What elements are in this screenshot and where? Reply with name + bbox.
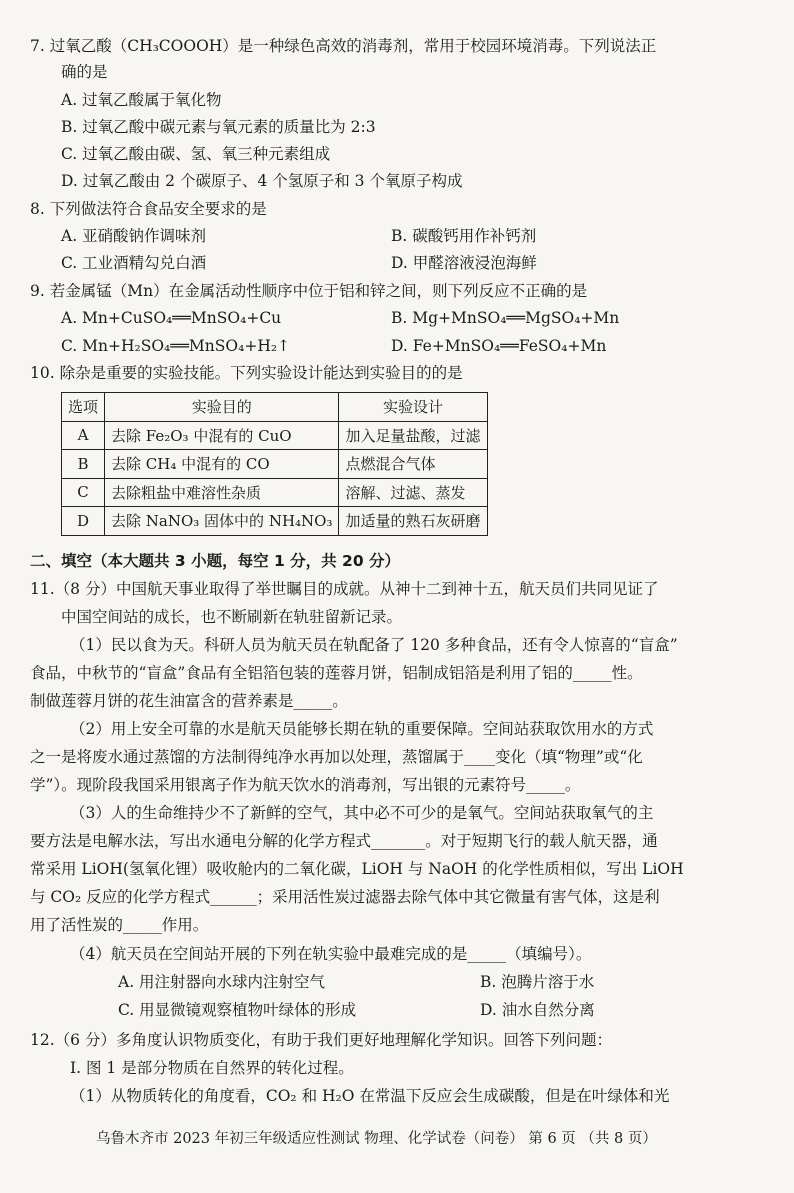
q9-option-b: B. Mg+MnSO₄══MgSO₄+Mn xyxy=(391,309,620,327)
q8-option-b: B. 碳酸钙用作补钙剂 xyxy=(391,227,537,245)
table-cell: 加适量的熟石灰研磨 xyxy=(339,507,487,536)
table-cell: 加入足量盐酸，过滤 xyxy=(339,421,487,450)
table-header-row xyxy=(62,393,488,422)
q12-part1: （1）从物质转化的角度看，CO₂ 和 H₂O 在常温下反应会生成碳酸，但是在叶绿体和光 xyxy=(70,1087,670,1105)
q8-option-a: A. 亚硝酸钠作调味剂 xyxy=(61,227,207,245)
q7-option-c: C. 过氧乙酸由碳、氢、氧三种元素组成 xyxy=(61,145,331,163)
table-header-cell: 实验设计 xyxy=(339,393,487,422)
table-cell: 去除 CH₄ 中混有的 CO xyxy=(105,450,339,479)
table-row xyxy=(62,450,488,479)
table-header-cell: 实验目的 xyxy=(105,393,339,422)
q11-part3-line4: 与 CO₂ 反应的化学方程式______；采用活性炭过滤器去除气体中其它微量有害气体，这是利 xyxy=(30,888,660,906)
q11-stem-cont: 中国空间站的成长，也不断刷新在轨驻留新记录。 xyxy=(61,608,403,626)
q10-stem: 10. 除杂是重要的实验技能。下列实验设计能达到实验目的的是 xyxy=(30,364,463,382)
q9-option-d: D. Fe+MnSO₄══FeSO₄+Mn xyxy=(391,337,607,355)
table-row xyxy=(62,507,488,536)
q11-part4-option-b: B. 泡腾片溶于水 xyxy=(480,973,595,991)
q10-table xyxy=(61,392,488,536)
q12-part-i: I. 图 1 是部分物质在自然界的转化过程。 xyxy=(70,1059,354,1077)
q11-part3-line2: 要方法是电解水法，写出水通电分解的化学方程式_______。对于短期飞行的载人航天器，通 xyxy=(30,832,658,850)
table-cell: C xyxy=(62,478,105,507)
table-cell: 溶解、过滤、蒸发 xyxy=(339,478,487,507)
table-cell: D xyxy=(62,507,105,536)
q11-part2-line1: （2）用上安全可靠的水是航天员能够长期在轨的重要保障。空间站获取饮用水的方式 xyxy=(70,720,654,738)
table-cell: 点燃混合气体 xyxy=(339,450,487,479)
q11-part4-stem: （4）航天员在空间站开展的下列在轨实验中最难完成的是_____（填编号）。 xyxy=(70,945,592,963)
q11-part1-line1: （1）民以食为天。科研人员为航天员在轨配备了 120 多种食品，还有令人惊喜的“盲盒” xyxy=(70,636,678,654)
q11-part1-line3: 制做莲蓉月饼的花生油富含的营养素是_____。 xyxy=(30,692,348,710)
table-cell: 去除 Fe₂O₃ 中混有的 CuO xyxy=(105,421,339,450)
q9-option-c: C. Mn+H₂SO₄══MnSO₄+H₂↑ xyxy=(61,337,291,355)
q11-part3-line1: （3）人的生命维持少不了新鲜的空气，其中必不可少的是氧气。空间站获取氧气的主 xyxy=(70,804,654,822)
q7-option-b: B. 过氧乙酸中碳元素与氧元素的质量比为 2:3 xyxy=(61,118,376,136)
q8-option-d: D. 甲醛溶液浸泡海鲜 xyxy=(391,254,537,272)
section-heading: 二、填空（本大题共 3 小题，每空 1 分，共 20 分） xyxy=(30,552,401,570)
q11-part4-option-d: D. 油水自然分离 xyxy=(480,1001,595,1019)
q11-part2-line3: 学”）。现阶段我国采用银离子作为航天饮水的消毒剂，写出银的元素符号_____。 xyxy=(30,776,581,794)
q11-stem: 11.（8 分）中国航天事业取得了举世瞩目的成就。从神十二到神十五，航天员们共同见证了 xyxy=(30,580,659,598)
q8-option-c: C. 工业酒精勾兑白酒 xyxy=(61,254,207,272)
q7-stem: 7. 过氧乙酸（CH₃COOOH）是一种绿色高效的消毒剂，常用于校园环境消毒。下列说法正 xyxy=(30,37,657,55)
q11-part3-line5: 用了活性炭的_____作用。 xyxy=(30,916,209,934)
q11-part4-option-a: A. 用注射器向水球内注射空气 xyxy=(118,973,326,991)
q7-stem-cont: 确的是 xyxy=(61,63,108,81)
table-cell: B xyxy=(62,450,105,479)
q9-stem: 9. 若金属锰（Mn）在金属活动性顺序中位于铝和锌之间，则下列反应不正确的是 xyxy=(30,282,588,300)
q11-part2-line2: 之一是将废水通过蒸馏的方法制得纯净水再加以处理，蒸馏属于____变化（填“物理”或“化 xyxy=(30,748,643,766)
q9-option-a: A. Mn+CuSO₄══MnSO₄+Cu xyxy=(61,309,282,327)
q11-part1-line2: 食品，中秋节的“盲盒”食品有全铝箔包装的莲蓉月饼，铝制成铝箔是利用了铝的_____性。 xyxy=(30,664,643,682)
q12-stem: 12.（6 分）多角度认识物质变化，有助于我们更好地理解化学知识。回答下列问题： xyxy=(30,1031,612,1049)
q7-option-d: D. 过氧乙酸由 2 个碳原子、4 个氢原子和 3 个氧原子构成 xyxy=(61,172,463,190)
q11-part3-line3: 常采用 LiOH(氢氧化锂）吸收舱内的二氧化碳，LiOH 与 NaOH 的化学性质相似，写出 LiOH xyxy=(30,860,684,878)
table-row xyxy=(62,421,488,450)
page-footer: 乌鲁木齐市 2023 年初三年级适应性测试 物理、化学试卷（问卷） 第 6 页 （共 8 页） xyxy=(96,1131,657,1147)
q8-stem: 8. 下列做法符合食品安全要求的是 xyxy=(30,200,267,218)
table-header-cell: 选项 xyxy=(62,393,105,422)
table-cell: 去除粗盐中难溶性杂质 xyxy=(105,478,339,507)
q7-option-a: A. 过氧乙酸属于氧化物 xyxy=(61,91,222,109)
table-row xyxy=(62,478,488,507)
table-cell: 去除 NaNO₃ 固体中的 NH₄NO₃ xyxy=(105,507,339,536)
table-cell: A xyxy=(62,421,105,450)
q11-part4-option-c: C. 用显微镜观察植物叶绿体的形成 xyxy=(118,1001,357,1019)
